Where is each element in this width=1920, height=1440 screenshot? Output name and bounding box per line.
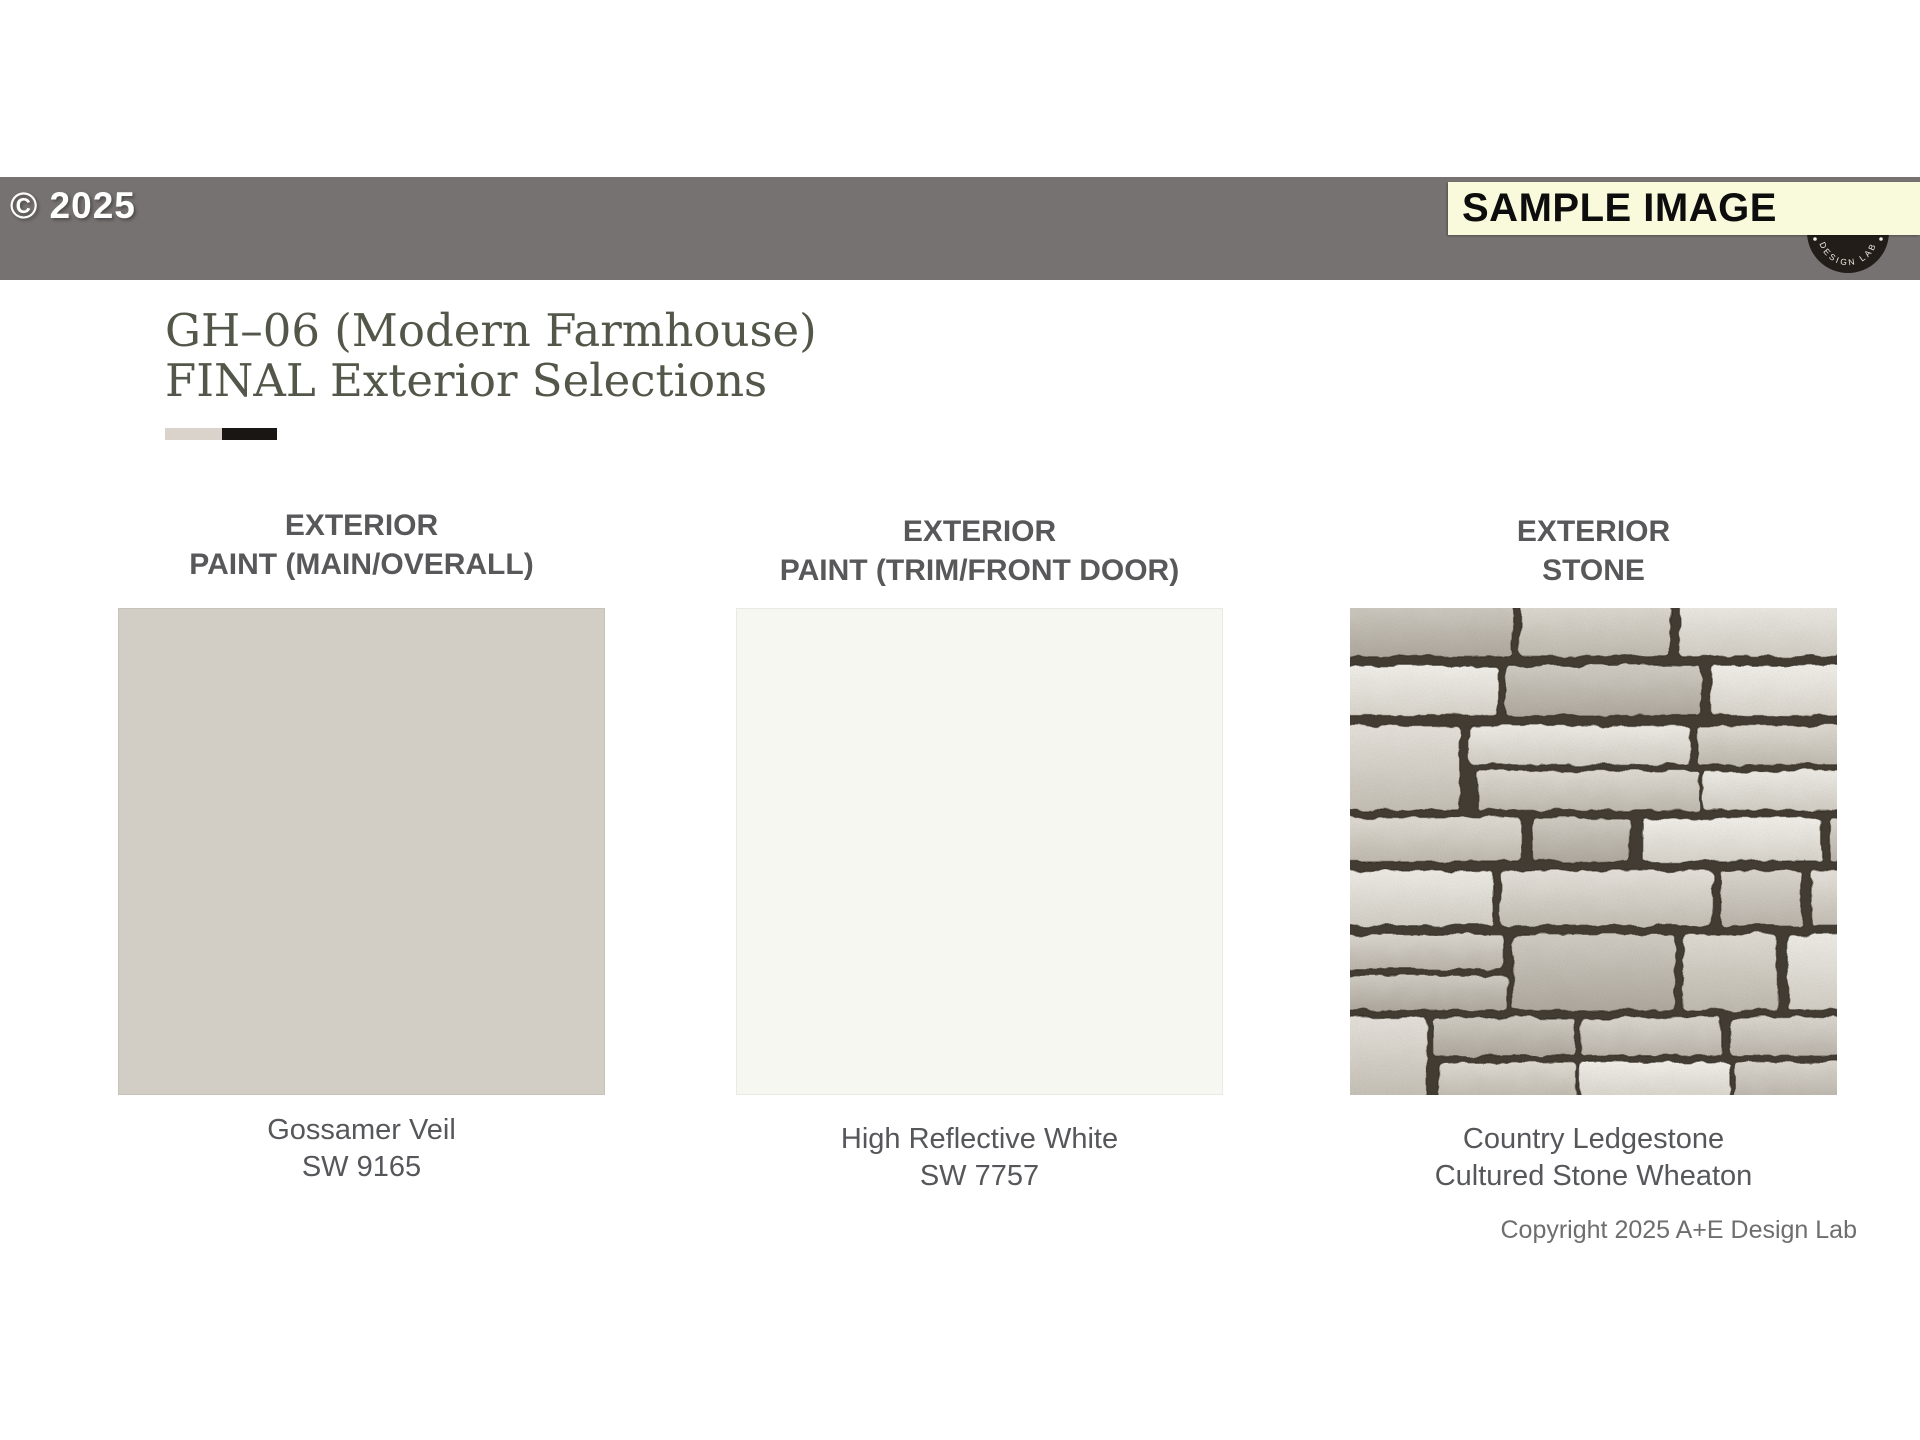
sample-image-badge-label: SAMPLE IMAGE [1462, 186, 1777, 230]
copyright-line: Copyright 2025 A+E Design Lab [1500, 1216, 1857, 1244]
column-header-line2: PAINT (TRIM/FRONT DOOR) [779, 554, 1180, 587]
column-header-line2: PAINT (MAIN/OVERALL) [189, 548, 534, 581]
title-accent-bar [165, 428, 277, 440]
swatch-color-name: Gossamer Veil [267, 1114, 456, 1146]
year-stamp: © 2025 [10, 185, 136, 226]
column-paint-main-header [118, 506, 605, 584]
stone-product-name: Country Ledgestone [1462, 1123, 1725, 1155]
swatch-color-code: SW 7757 [919, 1160, 1040, 1192]
accent-bar-light-segment [165, 428, 222, 440]
swatch-color-name: High Reflective White [840, 1123, 1119, 1155]
sample-image-badge [1448, 182, 1920, 235]
column-header-line1: EXTERIOR [902, 515, 1057, 548]
paint-swatch-trim [736, 608, 1223, 1095]
stone-photo [1350, 608, 1837, 1095]
paint-swatch-main-label [118, 1112, 605, 1186]
stone-label [1350, 1121, 1837, 1195]
column-header-line2: STONE [1542, 554, 1645, 587]
page-title [165, 306, 817, 406]
column-header-line1: EXTERIOR [1516, 515, 1671, 548]
page-title-line1: GH–06 (Modern Farmhouse) [165, 304, 817, 357]
stone-product-line: Cultured Stone Wheaton [1434, 1160, 1753, 1192]
paint-swatch-trim-label [736, 1121, 1223, 1195]
swatch-color-code: SW 9165 [301, 1151, 422, 1183]
accent-bar-dark-segment [222, 428, 277, 440]
stone-texture-image [1350, 608, 1837, 1095]
page-title-line2: FINAL Exterior Selections [165, 354, 768, 407]
logo-ring-text: DESIGN LAB [1817, 240, 1879, 268]
column-paint-trim-header [736, 512, 1223, 590]
paint-swatch-main [118, 608, 605, 1095]
column-header-line1: EXTERIOR [284, 509, 439, 542]
column-stone-header [1350, 512, 1837, 590]
